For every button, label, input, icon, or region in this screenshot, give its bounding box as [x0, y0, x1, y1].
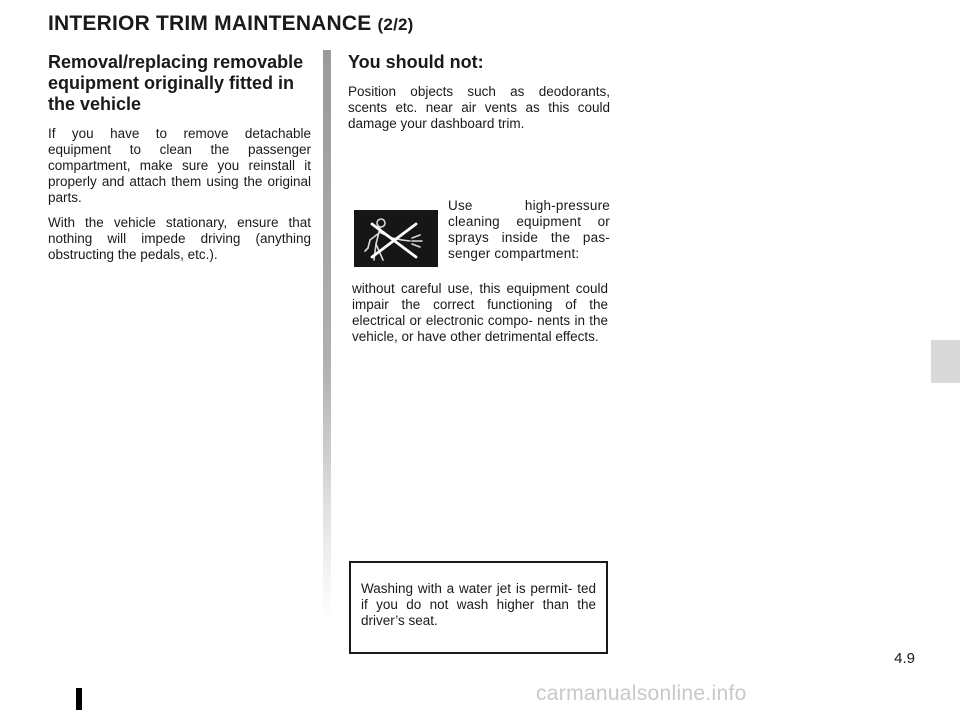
removal-paragraph-2: With the vehicle stationary, ensure that nothing will impede driving (anything obstructing the pedals, etc.). [48, 215, 311, 262]
watermark: carmanualsonline.info [536, 682, 747, 705]
page-title-text: INTERIOR TRIM MAINTENANCE [48, 12, 372, 35]
removal-heading: Removal/replacing removable equipment originally fitted in the vehicle [48, 52, 304, 114]
chapter-thumb-tab [931, 340, 960, 383]
right-column [348, 52, 610, 141]
pressure-washer-warning-body: without careful use, this equipment could impair the correct functioning of the electrical or electronic compo- nents in the vehicle, or have other detrimental effects. [352, 281, 608, 344]
pressure-washer-warning-lead: Use high-pressure cleaning equipment or sprays inside the pas- senger compartment: [448, 198, 610, 261]
corner-crop-mark [76, 688, 82, 710]
removal-paragraph-1: If you have to remove detachable equipment to clean the passenger compartment, make sure you reinstall it properly and attach them using the original parts. [48, 126, 311, 205]
page-title-suffix: (2/2) [377, 15, 414, 34]
page-number: 4.9 [894, 650, 915, 667]
page-title [48, 12, 414, 36]
should-not-intro: Position objects such as deodorants, scents etc. near air vents as this could damage your dashboard trim. [348, 84, 610, 131]
should-not-heading: You should not: [348, 52, 484, 72]
no-pressure-washer-icon [354, 210, 438, 267]
no-pressure-washer-icon-graphic [354, 210, 438, 267]
water-jet-note-text: Washing with a water jet is permit- ted if you do not wash higher than the driver’s seat. [361, 581, 596, 628]
left-column [48, 52, 311, 272]
water-jet-note-box [349, 561, 608, 654]
column-divider [323, 50, 331, 620]
